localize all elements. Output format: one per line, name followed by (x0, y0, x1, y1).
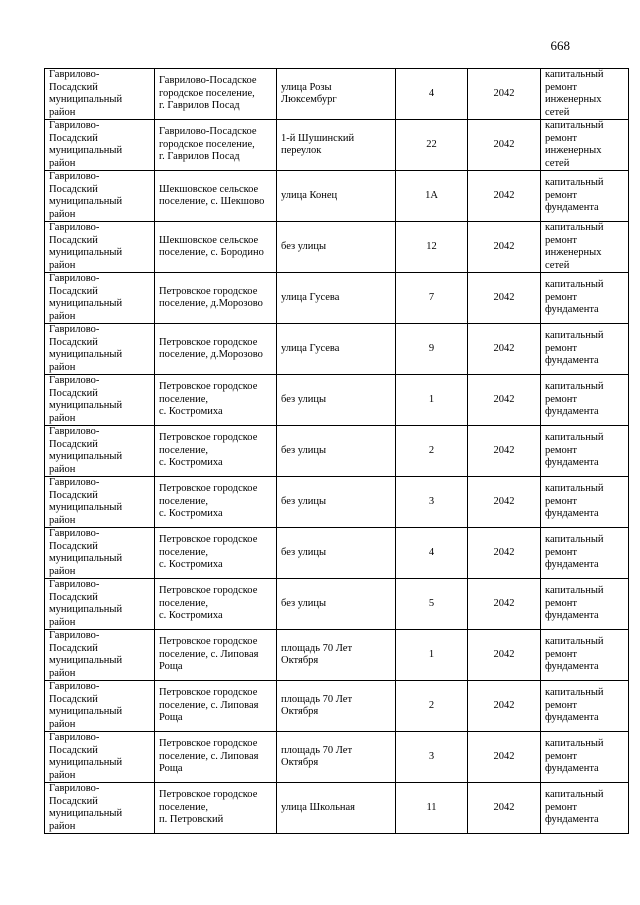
cell-house-number: 3 (396, 732, 468, 783)
cell-work-type: капитальный ремонт инженерных сетей (541, 120, 629, 171)
cell-district: Гаврилово- Посадский муниципальный район (45, 528, 155, 579)
cell-house-number: 4 (396, 69, 468, 120)
cell-district: Гаврилово- Посадский муниципальный район (45, 783, 155, 834)
page-number: 668 (550, 38, 570, 53)
cell-year: 2042 (468, 477, 541, 528)
table-row (45, 273, 629, 324)
cell-street: улица Гусева (277, 324, 396, 375)
cell-settlement: Петровское городское поселение, с. Костромиха (155, 426, 277, 477)
cell-street: улица Школьная (277, 783, 396, 834)
housing-repair-table (44, 68, 629, 834)
cell-street: площадь 70 Лет Октября (277, 732, 396, 783)
cell-year: 2042 (468, 630, 541, 681)
cell-house-number: 5 (396, 579, 468, 630)
cell-district: Гаврилово- Посадский муниципальный район (45, 222, 155, 273)
table-row (45, 375, 629, 426)
cell-year: 2042 (468, 528, 541, 579)
cell-year: 2042 (468, 426, 541, 477)
cell-settlement: Петровское городское поселение, с. Липовая Роща (155, 630, 277, 681)
cell-settlement: Петровское городское поселение, с. Липовая Роща (155, 681, 277, 732)
cell-street: улица Розы Люксембург (277, 69, 396, 120)
cell-house-number: 12 (396, 222, 468, 273)
table-row (45, 783, 629, 834)
cell-work-type: капитальный ремонт инженерных сетей (541, 69, 629, 120)
cell-work-type: капитальный ремонт фундамента (541, 528, 629, 579)
cell-district: Гаврилово- Посадский муниципальный район (45, 630, 155, 681)
cell-year: 2042 (468, 171, 541, 222)
cell-year: 2042 (468, 69, 541, 120)
cell-settlement: Петровское городское поселение, с. Костромиха (155, 528, 277, 579)
cell-settlement: Петровское городское поселение, с. Костромиха (155, 375, 277, 426)
cell-house-number: 11 (396, 783, 468, 834)
cell-house-number: 3 (396, 477, 468, 528)
cell-street: площадь 70 Лет Октября (277, 681, 396, 732)
cell-house-number: 2 (396, 426, 468, 477)
cell-house-number: 2 (396, 681, 468, 732)
cell-settlement: Петровское городское поселение, п. Петровский (155, 783, 277, 834)
cell-district: Гаврилово- Посадский муниципальный район (45, 477, 155, 528)
cell-settlement: Шекшовское сельское поселение, с. Шекшово (155, 171, 277, 222)
cell-year: 2042 (468, 783, 541, 834)
cell-district: Гаврилово- Посадский муниципальный район (45, 579, 155, 630)
cell-settlement: Петровское городское поселение, с. Липовая Роща (155, 732, 277, 783)
cell-year: 2042 (468, 273, 541, 324)
cell-house-number: 22 (396, 120, 468, 171)
cell-district: Гаврилово- Посадский муниципальный район (45, 681, 155, 732)
cell-street: без улицы (277, 222, 396, 273)
cell-work-type: капитальный ремонт фундамента (541, 324, 629, 375)
table-body (45, 69, 629, 834)
cell-district: Гаврилово- Посадский муниципальный район (45, 426, 155, 477)
cell-settlement: Петровское городское поселение, с. Костромиха (155, 579, 277, 630)
cell-district: Гаврилово- Посадский муниципальный район (45, 732, 155, 783)
cell-work-type: капитальный ремонт фундамента (541, 273, 629, 324)
table-row (45, 681, 629, 732)
cell-year: 2042 (468, 120, 541, 171)
cell-district: Гаврилово- Посадский муниципальный район (45, 324, 155, 375)
cell-house-number: 1А (396, 171, 468, 222)
cell-year: 2042 (468, 324, 541, 375)
cell-work-type: капитальный ремонт фундамента (541, 630, 629, 681)
cell-house-number: 1 (396, 630, 468, 681)
cell-house-number: 4 (396, 528, 468, 579)
cell-year: 2042 (468, 222, 541, 273)
cell-street: улица Конец (277, 171, 396, 222)
table-row (45, 528, 629, 579)
table-row (45, 120, 629, 171)
table-row (45, 477, 629, 528)
cell-settlement: Гаврилово-Посадское городское поселение, г. Гаврилов Посад (155, 120, 277, 171)
table-row (45, 324, 629, 375)
table-row (45, 69, 629, 120)
cell-district: Гаврилово- Посадский муниципальный район (45, 171, 155, 222)
cell-settlement: Петровское городское поселение, д.Морозово (155, 324, 277, 375)
cell-house-number: 9 (396, 324, 468, 375)
cell-district: Гаврилово- Посадский муниципальный район (45, 69, 155, 120)
cell-work-type: капитальный ремонт фундамента (541, 171, 629, 222)
cell-year: 2042 (468, 681, 541, 732)
cell-work-type: капитальный ремонт фундамента (541, 477, 629, 528)
cell-house-number: 7 (396, 273, 468, 324)
cell-settlement: Гаврилово-Посадское городское поселение, г. Гаврилов Посад (155, 69, 277, 120)
cell-house-number: 1 (396, 375, 468, 426)
cell-settlement: Шекшовское сельское поселение, с. Бородино (155, 222, 277, 273)
cell-year: 2042 (468, 579, 541, 630)
cell-settlement: Петровское городское поселение, д.Морозово (155, 273, 277, 324)
cell-street: без улицы (277, 528, 396, 579)
cell-street: площадь 70 Лет Октября (277, 630, 396, 681)
table-row (45, 171, 629, 222)
table-row (45, 630, 629, 681)
cell-work-type: капитальный ремонт инженерных сетей (541, 222, 629, 273)
cell-work-type: капитальный ремонт фундамента (541, 732, 629, 783)
table-row (45, 222, 629, 273)
table-row (45, 426, 629, 477)
cell-street: без улицы (277, 579, 396, 630)
cell-work-type: капитальный ремонт фундамента (541, 783, 629, 834)
cell-year: 2042 (468, 732, 541, 783)
cell-street: без улицы (277, 375, 396, 426)
cell-year: 2042 (468, 375, 541, 426)
cell-district: Гаврилово- Посадский муниципальный район (45, 273, 155, 324)
cell-street: 1-й Шушинский переулок (277, 120, 396, 171)
cell-district: Гаврилово- Посадский муниципальный район (45, 375, 155, 426)
table-row (45, 732, 629, 783)
cell-work-type: капитальный ремонт фундамента (541, 426, 629, 477)
cell-work-type: капитальный ремонт фундамента (541, 375, 629, 426)
cell-street: без улицы (277, 477, 396, 528)
cell-district: Гаврилово- Посадский муниципальный район (45, 120, 155, 171)
cell-street: без улицы (277, 426, 396, 477)
table-row (45, 579, 629, 630)
cell-settlement: Петровское городское поселение, с. Костромиха (155, 477, 277, 528)
cell-street: улица Гусева (277, 273, 396, 324)
cell-work-type: капитальный ремонт фундамента (541, 681, 629, 732)
cell-work-type: капитальный ремонт фундамента (541, 579, 629, 630)
